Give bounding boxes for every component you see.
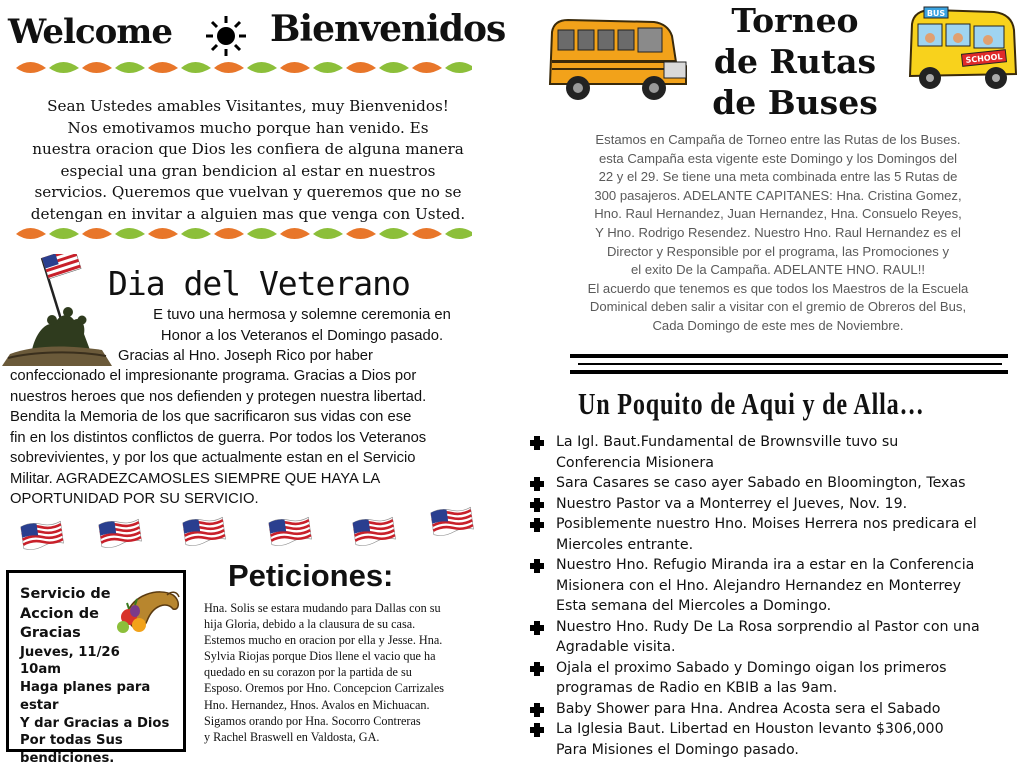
- service-line: Jueves, 11/26: [20, 644, 120, 660]
- list-item-line: Baby Shower para Hna. Andrea Acosta sera el Sabado: [556, 700, 941, 717]
- torneo-line: Director y Responsible por el programa, las Promociones y: [606, 243, 950, 259]
- leaf-icon: [115, 228, 145, 239]
- veteran-line: nuestros heroes que nos defienden y protegen nuestra libertad.: [10, 388, 427, 405]
- torneo-line: Cada Domingo de este mes de Noviembre.: [652, 317, 904, 333]
- veteran-line: sobrevivientes, y por los que actualmente estan en el Servicio: [10, 450, 416, 466]
- list-item: [530, 432, 1020, 473]
- bus-sign: BUS: [926, 9, 946, 18]
- flags-row: [20, 504, 480, 554]
- veteran-line: confeccionado el impresionante programa. Gracias a Dios por: [10, 368, 417, 384]
- list-item: [530, 699, 1020, 720]
- torneo-title: [688, 0, 902, 123]
- school-bus-icon: [544, 10, 690, 110]
- leaf-icon: [82, 62, 112, 73]
- flag-raising-soldiers-icon: [2, 254, 112, 366]
- leaf-icon: [379, 62, 409, 73]
- list-item-line: Nuestro Pastor va a Monterrey el Jueves, Nov. 19.: [556, 495, 908, 512]
- list-item: [530, 658, 1020, 699]
- leaf-icon: [214, 62, 244, 73]
- leaf-icon: [49, 228, 79, 239]
- welcome-title-right: Bienvenidos: [270, 8, 506, 50]
- list-item: [530, 494, 1020, 515]
- cartoon-school-bus-icon: [902, 4, 1022, 94]
- service-text: [20, 585, 180, 768]
- leaf-icon: [148, 228, 178, 239]
- veteran-day-title: Dia del Veterano: [108, 264, 410, 303]
- veteran-line: Militar. AGRADEZCAMOSLES SIEMPRE QUE HAYA LA: [10, 470, 381, 487]
- list-item-line: programas de Radio en KBIB a las 9am.: [556, 680, 838, 696]
- leaf-icon: [247, 62, 277, 73]
- veteran-line: OPORTUNIDAD POR SU SERVICIO.: [10, 491, 259, 507]
- veteran-line: Gracias al Hno. Joseph Rico por haber: [118, 348, 373, 364]
- torneo-title-line: de Rutas: [713, 42, 877, 81]
- peticiones-body: [204, 600, 500, 745]
- leaf-icon: [181, 62, 211, 73]
- torneo-line: 300 pasajeros. ADELANTE CAPITANES: Hna. Cristina Gomez,: [594, 187, 962, 203]
- leaf-icon: [313, 62, 343, 73]
- list-item: [530, 617, 1020, 658]
- list-item: [530, 514, 1020, 555]
- leaf-border-icon: [12, 58, 472, 78]
- leaf-icon: [16, 62, 46, 73]
- cross-bullet-icon: [530, 436, 544, 450]
- veteran-line: Honor a los Veteranos el Domingo pasado.: [160, 327, 444, 344]
- peticiones-line: Sylvia Riojas porque Dios llene el vacio que ha: [204, 649, 436, 664]
- cross-bullet-icon: [530, 723, 544, 737]
- torneo-line: El acuerdo que tenemos es que todos los Maestros de la Escuela: [587, 280, 969, 296]
- peticiones-line: quedado en su corazon por la partida de su: [204, 665, 412, 680]
- welcome-title: [8, 8, 506, 58]
- service-title-line: Servicio de: [20, 586, 111, 602]
- list-item-line: Para Misiones el Domingo pasado.: [556, 741, 799, 758]
- service-title-line: Gracias: [20, 625, 81, 641]
- list-item-line: Misionera con el Hno. Alejandro Hernandez en Monterrey: [556, 577, 961, 594]
- list-item-line: Sara Casares se caso ayer Sabado en Bloomington, Texas: [556, 475, 966, 491]
- veteran-intro: [112, 305, 492, 367]
- poquito-title: Un Poquito de Aqui y de Alla…: [578, 386, 925, 421]
- peticiones-line: Hna. Solis se estara mudando para Dallas con su: [204, 601, 441, 615]
- thanksgiving-service-box: [6, 570, 186, 767]
- service-line: bendiciones.: [20, 751, 115, 767]
- list-item: [530, 719, 1020, 760]
- cross-bullet-icon: [530, 477, 544, 491]
- torneo-title-line: de Buses: [712, 83, 878, 122]
- torneo-line: Estamos en Campaña de Torneo entre las Rutas de los Buses.: [595, 132, 961, 147]
- peticiones-line: Sigamos orando por Hna. Socorro Contreras: [204, 713, 421, 728]
- leaf-icon: [445, 62, 472, 73]
- leaf-icon: [412, 228, 442, 239]
- welcome-line: Sean Ustedes amables Visitantes, muy Bienvenidos!: [47, 97, 449, 115]
- list-item-line: Nuestro Hno. Refugio Miranda ira a estar en la Conferencia: [556, 557, 975, 573]
- cross-bullet-icon: [530, 518, 544, 532]
- leaf-icon: [346, 228, 376, 239]
- cross-bullet-icon: [530, 559, 544, 573]
- welcome-message: [8, 96, 488, 225]
- school-sign: SCHOOL: [965, 52, 1003, 65]
- leaf-icon: [313, 228, 343, 239]
- leaf-icon: [445, 228, 472, 239]
- welcome-line: detengan en invitar a alguien mas que venga con Usted.: [30, 204, 466, 223]
- service-line: Y dar Gracias a Dios: [20, 715, 170, 731]
- welcome-title-left: Welcome: [8, 12, 172, 52]
- list-item-line: Posiblemente nuestro Hno. Moises Herrera nos predicara el: [556, 516, 977, 532]
- welcome-line: Nos emotivamos mucho porque han venido. Es: [67, 118, 429, 137]
- leaf-icon: [247, 228, 277, 239]
- cross-bullet-icon: [530, 662, 544, 676]
- welcome-line: servicios. Queremos que vuelvan y queremos que no se: [34, 183, 462, 201]
- leaf-icon: [16, 228, 46, 239]
- us-flag-icon: [98, 516, 142, 548]
- list-item-line: Conferencia Misionera: [556, 454, 714, 471]
- torneo-body: [566, 131, 990, 336]
- sun-icon: [204, 14, 248, 58]
- list-item-line: La Igl. Baut.Fundamental de Brownsville tuvo su: [556, 434, 899, 450]
- leaf-icon: [115, 62, 145, 73]
- peticiones-line: Hno. Hernandez, Hnos. Avalos en Michuacan.: [204, 697, 430, 712]
- leaf-icon: [412, 62, 442, 73]
- us-flag-icon: [430, 504, 474, 536]
- veteran-line: E tuvo una hermosa y solemne ceremonia en: [153, 307, 451, 323]
- leaf-icon: [346, 62, 376, 73]
- leaf-icon: [148, 62, 178, 73]
- list-item: [530, 555, 1020, 617]
- service-title-line: Accion de: [20, 605, 99, 622]
- peticiones-title: Peticiones:: [228, 558, 394, 593]
- leaf-icon: [181, 228, 211, 239]
- veteran-line: fin en los distintos conflictos de guerra. Por todos los Veteranos: [10, 429, 427, 446]
- leaf-icon: [82, 228, 112, 239]
- list-item-line: Miercoles entrante.: [556, 536, 694, 553]
- torneo-line: esta Campaña esta vigente este Domingo y los Domingos del: [598, 150, 958, 166]
- veteran-line: Bendita la Memoria de los que sacrificaron sus vidas con ese: [10, 409, 412, 425]
- list-item: [530, 473, 1020, 494]
- peticiones-line: y Rachel Braswell en Valdosta, GA.: [204, 729, 380, 744]
- leaf-icon: [280, 228, 310, 239]
- list-item-line: Esta semana del Miercoles a Domingo.: [556, 598, 832, 614]
- veteran-body: [10, 366, 500, 510]
- torneo-line: el exito De la Campaña. ADELANTE HNO. RAUL!!: [631, 262, 925, 278]
- service-line: 10am: [20, 662, 61, 678]
- leaf-icon: [49, 62, 79, 73]
- service-line: Por todas Sus: [20, 733, 123, 749]
- peticiones-line: Esposo. Oremos por Hno. Concepcion Carrizales: [204, 681, 444, 696]
- cross-bullet-icon: [530, 703, 544, 717]
- torneo-line: Y Hno. Rodrigo Resendez. Nuestro Hno. Raul Hernandez es el: [595, 224, 961, 240]
- leaf-icon: [379, 228, 409, 239]
- torneo-line: 22 y el 29. Se tiene una meta combinada entre las 5 Rutas de: [598, 169, 958, 185]
- leaf-border-icon: [12, 224, 472, 244]
- decorative-rule: [570, 354, 1008, 378]
- news-list: [530, 432, 1020, 760]
- cross-bullet-icon: [530, 498, 544, 512]
- us-flag-icon: [182, 514, 226, 546]
- welcome-line: nuestra oracion que Dios les confiera de alguna manera: [32, 140, 464, 158]
- cross-bullet-icon: [530, 621, 544, 635]
- list-item-line: La Iglesia Baut. Libertad en Houston levanto $306,000: [556, 721, 944, 737]
- welcome-line: especial una gran bendicion al estar en nuestros: [60, 161, 436, 180]
- us-flag-icon: [352, 514, 396, 546]
- service-line: Haga planes para estar: [20, 680, 151, 713]
- list-item-line: Nuestro Hno. Rudy De La Rosa sorprendio al Pastor con una: [556, 618, 980, 635]
- torneo-line: Dominical deben salir a visitar con el gremio de Obreros del Bus,: [589, 299, 967, 315]
- peticiones-line: hija Gloria, debido a la clausura de su casa.: [204, 617, 416, 632]
- peticiones-line: Estemos mucho en oracion por ella y Jesse. Hna.: [204, 633, 443, 648]
- leaf-icon: [280, 62, 310, 73]
- us-flag-icon: [268, 514, 312, 546]
- leaf-icon: [214, 228, 244, 239]
- list-item-line: Agradable visita.: [556, 639, 676, 655]
- us-flag-icon: [20, 518, 64, 550]
- torneo-line: Hno. Raul Hernandez, Juan Hernandez, Hna. Consuelo Reyes,: [594, 206, 962, 222]
- list-item-line: Ojala el proximo Sabado y Domingo oigan los primeros: [556, 659, 947, 676]
- torneo-title-line: Torneo: [731, 1, 859, 40]
